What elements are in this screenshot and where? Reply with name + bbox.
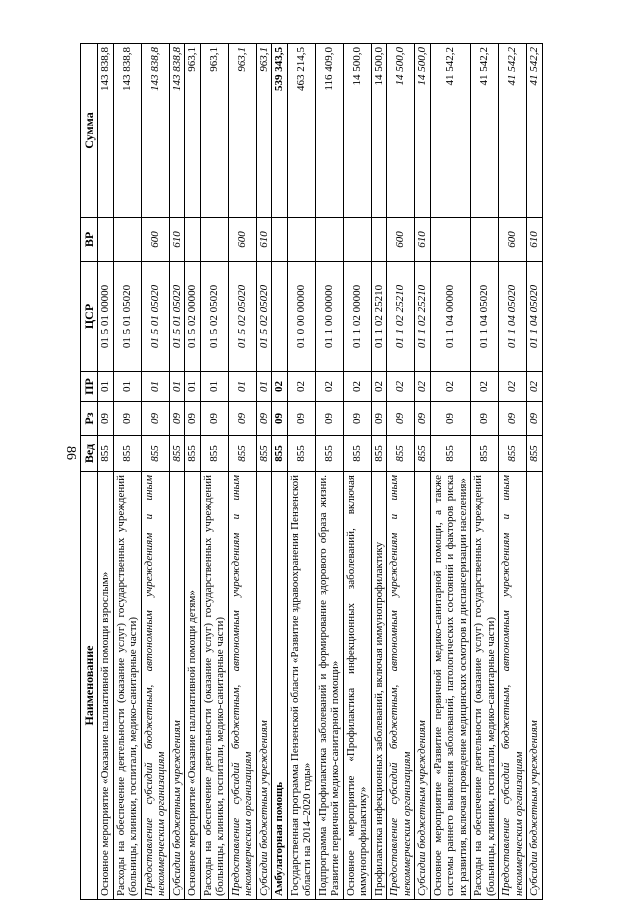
cell-csr: 01 0 00 00000 bbox=[287, 262, 315, 372]
cell-sum: 41 542,2 bbox=[430, 44, 471, 218]
table-row bbox=[527, 44, 543, 900]
cell-ved: 855 bbox=[256, 436, 272, 472]
cell-vr: 610 bbox=[527, 218, 543, 262]
header-ved: Вед bbox=[81, 436, 98, 472]
cell-name: Расходы на обеспечение деятельности (оказание услуг) государственных учреждений (больницы, клиники, госпитали, медико-санитарные части) bbox=[471, 472, 499, 900]
cell-ved: 855 bbox=[228, 436, 256, 472]
cell-rz: 09 bbox=[169, 402, 185, 436]
cell-name: Расходы на обеспечение деятельности (оказание услуг) государственных учреждений (больницы, клиники, госпитали, медико-санитарные части) bbox=[200, 472, 228, 900]
cell-name: Основное мероприятие «Оказание паллиативной помощи взрослым» bbox=[98, 472, 114, 900]
cell-csr: 01 1 04 05020 bbox=[471, 262, 499, 372]
cell-name: Предоставление субсидий бюджетным, автономным учреждениям и иным некоммерческим организациям bbox=[141, 472, 169, 900]
cell-rz: 09 bbox=[315, 402, 343, 436]
cell-csr: 01 1 02 25210 bbox=[415, 262, 431, 372]
cell-rz: 09 bbox=[527, 402, 543, 436]
cell-rz: 09 bbox=[415, 402, 431, 436]
cell-csr: 01 5 02 05020 bbox=[256, 262, 272, 372]
rotated-table-container bbox=[80, 44, 570, 900]
cell-rz: 09 bbox=[141, 402, 169, 436]
cell-csr bbox=[272, 262, 288, 372]
cell-name: Государственная программа Пензенской области «Развитие здравоохранения Пензенской области на 2014–2020 годы» bbox=[287, 472, 315, 900]
cell-name: Основное мероприятие «Оказание паллиативной помощи детям» bbox=[185, 472, 201, 900]
cell-rz: 09 bbox=[256, 402, 272, 436]
table-row bbox=[287, 44, 315, 900]
table-row bbox=[387, 44, 415, 900]
cell-csr: 01 5 02 00000 bbox=[185, 262, 201, 372]
table-row bbox=[98, 44, 114, 900]
cell-rz: 09 bbox=[185, 402, 201, 436]
cell-vr: 610 bbox=[415, 218, 431, 262]
table-row bbox=[430, 44, 471, 900]
cell-name: Профилактика инфекционных заболеваний, включая иммунопрофилактику bbox=[371, 472, 387, 900]
table-body bbox=[98, 44, 543, 900]
cell-csr: 01 5 01 00000 bbox=[98, 262, 114, 372]
cell-vr bbox=[113, 218, 141, 262]
cell-rz: 09 bbox=[471, 402, 499, 436]
header-csr: ЦСР bbox=[81, 262, 98, 372]
cell-csr: 01 5 01 05020 bbox=[141, 262, 169, 372]
table-row bbox=[228, 44, 256, 900]
table-row bbox=[499, 44, 527, 900]
cell-vr: 610 bbox=[169, 218, 185, 262]
cell-csr: 01 5 02 05020 bbox=[200, 262, 228, 372]
cell-pr: 02 bbox=[287, 372, 315, 402]
cell-pr: 02 bbox=[527, 372, 543, 402]
cell-vr: 600 bbox=[228, 218, 256, 262]
cell-csr: 01 1 04 00000 bbox=[430, 262, 471, 372]
cell-vr bbox=[185, 218, 201, 262]
cell-ved: 855 bbox=[113, 436, 141, 472]
cell-ved: 855 bbox=[315, 436, 343, 472]
page-number: 86 bbox=[63, 446, 78, 460]
cell-pr: 01 bbox=[113, 372, 141, 402]
cell-name: Субсидии бюджетным учреждениям bbox=[256, 472, 272, 900]
cell-rz: 09 bbox=[200, 402, 228, 436]
cell-ved: 855 bbox=[98, 436, 114, 472]
cell-vr bbox=[98, 218, 114, 262]
cell-name: Предоставление субсидий бюджетным, автономным учреждениям и иным некоммерческим организациям bbox=[228, 472, 256, 900]
cell-sum: 963,1 bbox=[256, 44, 272, 218]
cell-csr: 01 1 02 00000 bbox=[343, 262, 371, 372]
table-row bbox=[185, 44, 201, 900]
cell-ved: 855 bbox=[272, 436, 288, 472]
cell-sum: 143 838,8 bbox=[169, 44, 185, 218]
cell-vr bbox=[287, 218, 315, 262]
header-name: Наименование bbox=[81, 472, 98, 900]
table-row bbox=[200, 44, 228, 900]
cell-csr: 01 5 01 05020 bbox=[113, 262, 141, 372]
cell-ved: 855 bbox=[415, 436, 431, 472]
cell-sum: 463 214,5 bbox=[287, 44, 315, 218]
cell-name: Расходы на обеспечение деятельности (оказание услуг) государственных учреждений (больницы, клиники, госпитали, медико-санитарные части) bbox=[113, 472, 141, 900]
cell-ved: 855 bbox=[371, 436, 387, 472]
cell-vr bbox=[471, 218, 499, 262]
cell-sum: 963,1 bbox=[200, 44, 228, 218]
table-row bbox=[113, 44, 141, 900]
cell-pr: 01 bbox=[141, 372, 169, 402]
table-row bbox=[471, 44, 499, 900]
cell-name: Предоставление субсидий бюджетным, автономным учреждениям и иным некоммерческим организациям bbox=[387, 472, 415, 900]
cell-rz: 09 bbox=[343, 402, 371, 436]
table-row bbox=[169, 44, 185, 900]
cell-sum: 143 838,8 bbox=[113, 44, 141, 218]
cell-csr: 01 1 04 05020 bbox=[499, 262, 527, 372]
cell-pr: 01 bbox=[228, 372, 256, 402]
table-row bbox=[315, 44, 343, 900]
cell-name: Субсидии бюджетным учреждениям bbox=[169, 472, 185, 900]
cell-pr: 01 bbox=[256, 372, 272, 402]
cell-pr: 01 bbox=[185, 372, 201, 402]
cell-sum: 41 542,2 bbox=[471, 44, 499, 218]
cell-csr: 01 5 02 05020 bbox=[228, 262, 256, 372]
cell-pr: 01 bbox=[200, 372, 228, 402]
cell-sum: 14 500,0 bbox=[387, 44, 415, 218]
cell-rz: 09 bbox=[287, 402, 315, 436]
cell-vr bbox=[371, 218, 387, 262]
cell-pr: 02 bbox=[415, 372, 431, 402]
cell-sum: 14 500,0 bbox=[343, 44, 371, 218]
cell-vr bbox=[430, 218, 471, 262]
cell-ved: 855 bbox=[387, 436, 415, 472]
cell-pr: 01 bbox=[169, 372, 185, 402]
cell-rz: 09 bbox=[98, 402, 114, 436]
cell-ved: 855 bbox=[343, 436, 371, 472]
cell-sum: 143 838,8 bbox=[141, 44, 169, 218]
cell-ved: 855 bbox=[287, 436, 315, 472]
cell-vr: 600 bbox=[141, 218, 169, 262]
cell-rz: 09 bbox=[113, 402, 141, 436]
table-row bbox=[343, 44, 371, 900]
cell-sum: 143 838,8 bbox=[98, 44, 114, 218]
cell-ved: 855 bbox=[141, 436, 169, 472]
cell-pr: 02 bbox=[471, 372, 499, 402]
cell-rz: 09 bbox=[228, 402, 256, 436]
cell-sum: 41 542,2 bbox=[499, 44, 527, 218]
cell-ved: 855 bbox=[200, 436, 228, 472]
cell-sum: 14 500,0 bbox=[371, 44, 387, 218]
cell-ved: 855 bbox=[185, 436, 201, 472]
cell-sum: 963,1 bbox=[185, 44, 201, 218]
cell-csr: 01 5 01 05020 bbox=[169, 262, 185, 372]
cell-vr bbox=[315, 218, 343, 262]
cell-pr: 01 bbox=[98, 372, 114, 402]
header-rz: Рз bbox=[81, 402, 98, 436]
cell-csr: 01 1 04 05020 bbox=[527, 262, 543, 372]
table-row bbox=[415, 44, 431, 900]
cell-rz: 09 bbox=[499, 402, 527, 436]
cell-pr: 02 bbox=[371, 372, 387, 402]
cell-ved: 855 bbox=[499, 436, 527, 472]
cell-rz: 09 bbox=[272, 402, 288, 436]
cell-vr bbox=[343, 218, 371, 262]
cell-vr bbox=[272, 218, 288, 262]
cell-pr: 02 bbox=[343, 372, 371, 402]
cell-sum: 41 542,2 bbox=[527, 44, 543, 218]
cell-vr: 600 bbox=[499, 218, 527, 262]
cell-csr: 01 1 02 25210 bbox=[387, 262, 415, 372]
cell-csr: 01 1 02 25210 bbox=[371, 262, 387, 372]
cell-name: Субсидии бюджетным учреждениям bbox=[527, 472, 543, 900]
cell-ved: 855 bbox=[169, 436, 185, 472]
cell-name: Основное мероприятие «Профилактика инфекционных заболеваний, включая иммунопрофилактику» bbox=[343, 472, 371, 900]
cell-csr: 01 1 00 00000 bbox=[315, 262, 343, 372]
table-header-row bbox=[81, 44, 98, 900]
cell-ved: 855 bbox=[471, 436, 499, 472]
cell-sum: 14 500,0 bbox=[415, 44, 431, 218]
cell-pr: 02 bbox=[272, 372, 288, 402]
cell-name: Предоставление субсидий бюджетным, автономным учреждениям и иным некоммерческим организациям bbox=[499, 472, 527, 900]
cell-name: Амбулаторная помощь bbox=[272, 472, 288, 900]
cell-pr: 02 bbox=[499, 372, 527, 402]
header-vr: ВР bbox=[81, 218, 98, 262]
table-row bbox=[141, 44, 169, 900]
cell-sum: 116 409,0 bbox=[315, 44, 343, 218]
cell-pr: 02 bbox=[430, 372, 471, 402]
cell-vr: 610 bbox=[256, 218, 272, 262]
cell-rz: 09 bbox=[430, 402, 471, 436]
cell-name: Подпрограмма «Профилактика заболеваний и формирование здорового образа жизни. Развитие первичной медико-санитарной помощи» bbox=[315, 472, 343, 900]
cell-sum: 539 343,5 bbox=[272, 44, 288, 218]
table-row bbox=[371, 44, 387, 900]
cell-sum: 963,1 bbox=[228, 44, 256, 218]
table-row bbox=[272, 44, 288, 900]
header-pr: ПР bbox=[81, 372, 98, 402]
cell-name: Основное мероприятие «Развитие первичной медико-санитарной помощи, а также системы раннего выявления заболеваний, патологических состояний и факторов риска их развития, включая проведение медицинских осмотров и диспансеризации населения» bbox=[430, 472, 471, 900]
cell-rz: 09 bbox=[371, 402, 387, 436]
header-sum: Сумма bbox=[81, 44, 98, 218]
cell-name: Субсидии бюджетным учреждениям bbox=[415, 472, 431, 900]
cell-ved: 855 bbox=[430, 436, 471, 472]
cell-ved: 855 bbox=[527, 436, 543, 472]
cell-rz: 09 bbox=[387, 402, 415, 436]
cell-pr: 02 bbox=[387, 372, 415, 402]
budget-table bbox=[80, 43, 543, 900]
cell-vr: 600 bbox=[387, 218, 415, 262]
cell-pr: 02 bbox=[315, 372, 343, 402]
table-row bbox=[256, 44, 272, 900]
cell-vr bbox=[200, 218, 228, 262]
